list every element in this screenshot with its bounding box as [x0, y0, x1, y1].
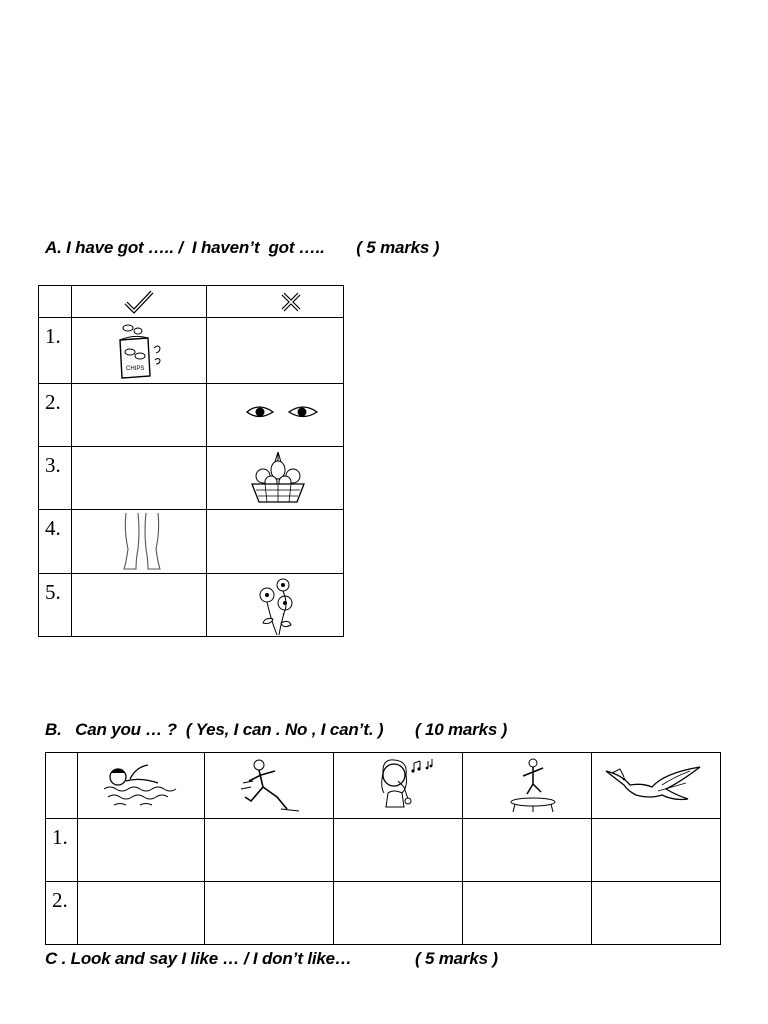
swimming-column-header	[78, 753, 205, 819]
singing-icon	[368, 757, 438, 815]
cross-column-header	[207, 286, 344, 318]
answer-cell[interactable]	[205, 882, 334, 945]
row-number: 1.	[46, 819, 78, 882]
row-number: 4.	[39, 510, 72, 574]
row-number: 1.	[39, 318, 72, 384]
row-2-cross-cell	[207, 384, 344, 447]
answer-cell[interactable]	[463, 819, 592, 882]
jumping-icon	[503, 756, 563, 816]
section-a-table	[38, 285, 344, 637]
flowers-icon	[253, 575, 299, 637]
answer-cell[interactable]	[334, 882, 463, 945]
row-number: 2.	[39, 384, 72, 447]
row-4-cross-cell	[207, 510, 344, 574]
chips-packet-icon	[108, 322, 164, 380]
row-3-cross-cell	[207, 447, 344, 510]
eyes-icon	[245, 401, 319, 423]
svg-text:CHIPS: CHIPS	[126, 366, 145, 372]
bird-column-header	[592, 753, 721, 819]
answer-cell[interactable]	[592, 819, 721, 882]
row-1-check-cell	[72, 318, 207, 384]
section-a-heading: A. I have got ….. / I haven’t got ….. ( 5 marks )	[45, 238, 440, 257]
check-mark-icon	[124, 290, 154, 314]
jumping-column-header	[463, 753, 592, 819]
corner-cell	[46, 753, 78, 819]
answer-cell[interactable]	[592, 882, 721, 945]
row-number: 2.	[46, 882, 78, 945]
check-column-header	[72, 286, 207, 318]
corner-cell	[39, 286, 72, 318]
section-b-heading: B. Can you … ? ( Yes, I can . No , I can’t. ) ( 10 marks )	[45, 720, 508, 739]
row-number: 3.	[39, 447, 72, 510]
fruit-basket-icon	[247, 450, 309, 506]
row-1-cross-cell	[207, 318, 344, 384]
answer-cell[interactable]	[334, 819, 463, 882]
answer-cell[interactable]	[205, 819, 334, 882]
legs-icon	[120, 511, 164, 573]
cross-mark-icon	[280, 291, 302, 313]
row-5-check-cell	[72, 574, 207, 637]
row-5-cross-cell	[207, 574, 344, 637]
row-2-check-cell	[72, 384, 207, 447]
flying-bird-icon	[602, 763, 706, 807]
row-number: 5.	[39, 574, 72, 637]
answer-cell[interactable]	[463, 882, 592, 945]
section-c-heading: C . Look and say I like … / I don’t like… ( 5 marks )	[45, 949, 498, 968]
running-column-header	[205, 753, 334, 819]
section-b-table	[45, 752, 721, 945]
singing-column-header	[334, 753, 463, 819]
running-icon	[239, 757, 309, 817]
swimming-icon	[100, 759, 184, 815]
answer-cell[interactable]	[78, 819, 205, 882]
row-4-check-cell	[72, 510, 207, 574]
row-3-check-cell	[72, 447, 207, 510]
answer-cell[interactable]	[78, 882, 205, 945]
